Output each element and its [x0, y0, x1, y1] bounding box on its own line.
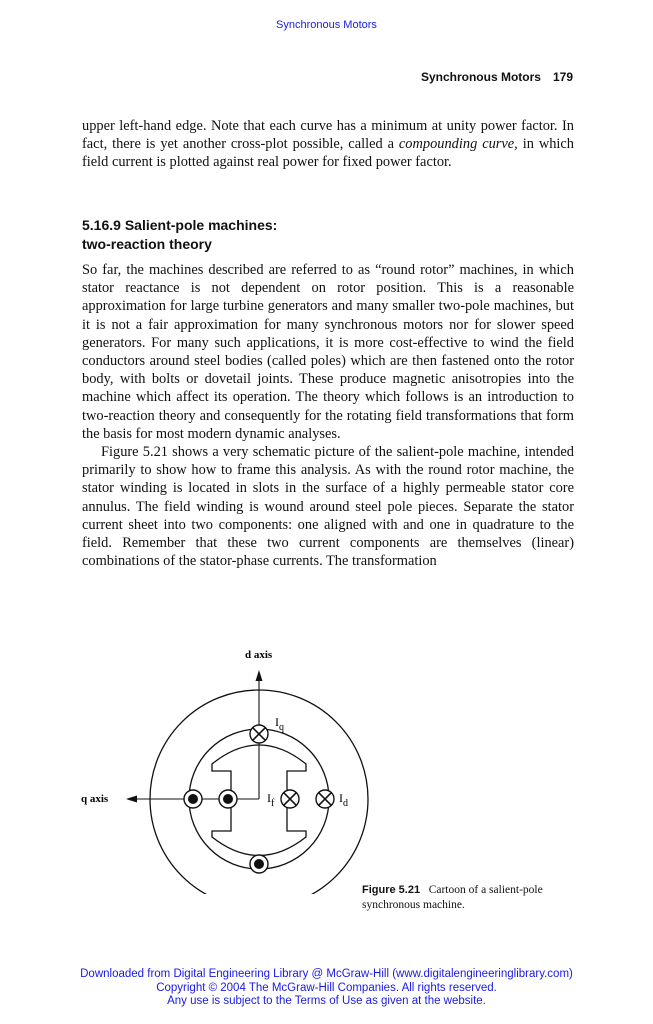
- id-label: $I_d$: [339, 791, 348, 809]
- bottom-dot-conductor: [250, 855, 268, 873]
- intro-paragraph: [82, 117, 574, 172]
- iq-label: $I_q$: [275, 715, 284, 733]
- stator-dot-conductor: [184, 790, 202, 808]
- section-number: 5.16.9: [82, 217, 121, 233]
- page-number: 179: [552, 70, 573, 84]
- if-label: $I_f$: [267, 791, 275, 809]
- section-title-line2: two-reaction theory: [82, 236, 212, 252]
- body-paragraph-2: Figure 5.21 shows a very schematic picture of the salient-pole machine, intended primarily to show how to frame this analysis. As with the round rotor machine, the stator winding is located in slots in the surface of a highly permeable stator core annulus. The field winding is wound around steel pole pieces. Separate the stator current sheet into two components: one aligned with and one in quadrature to the field. Remember that these two current components are themselves (linear) combinations of the stator-phase currents. The transformation: [82, 444, 574, 570]
- footer-copyright: Copyright © 2004 The McGraw-Hill Companies. All rights reserved.: [156, 981, 497, 994]
- q-axis-label: q axis: [81, 793, 109, 805]
- section-heading: [82, 216, 277, 254]
- footer-download-link[interactable]: Downloaded from Digital Engineering Library @ McGraw-Hill (www.digitalengineeringlibrary.com): [80, 968, 573, 980]
- body-paragraph-1: So far, the machines described are referred to as “round rotor” machines, in which stator reactance is not dependent on rotor position. This is a reasonable approximation for large turbine generators and many smaller two-pole machines, but it is not a fair approximation for many synchronous motors nor for slower speed generators. For many such applications, it is more cost-effective to wind the field conductors around steel bodies (called poles) which are then fastened onto the rotor body, with bolts or dovetail joints. These produce magnetic anisotropies into the machine which affect its operation. The theory which follows is an introduction to two-reaction theory and consequently for the rotating field transformations that form the basis for most modern dynamic analyses.: [82, 262, 574, 442]
- intro-emphasis: compounding curve,: [398, 136, 518, 153]
- section-body: [82, 261, 574, 570]
- if-conductor: [281, 790, 299, 808]
- download-footer: [0, 968, 653, 1009]
- salient-pole-figure: [75, 644, 395, 894]
- running-title: Synchronous Motors: [420, 70, 541, 84]
- id-conductor: [316, 790, 334, 808]
- intro-text-2: in which field current is plotted against real power for fixed power factor.: [82, 136, 574, 171]
- d-axis-arrowhead: [256, 670, 263, 681]
- caption-text: Cartoon of a salient-pole synchronous machine.: [362, 884, 543, 911]
- field-dot-conductor: [219, 790, 237, 808]
- running-head: [421, 70, 573, 84]
- section-title-line1: Salient-pole machines:: [124, 217, 278, 233]
- intro-text-1: upper left-hand edge. Note that each curve has a minimum at unity power factor. In fact, there is yet another cross-plot possible, called a: [82, 118, 574, 153]
- d-axis-label: d axis: [245, 649, 273, 661]
- footer-terms: Any use is subject to the Terms of Use as given at the website.: [167, 995, 486, 1007]
- top-banner: Synchronous Motors: [276, 19, 377, 31]
- figure-caption: [362, 883, 562, 913]
- iq-conductor: [250, 725, 268, 743]
- q-axis-arrowhead: [126, 796, 137, 803]
- caption-label: Figure 5.21: [362, 884, 421, 896]
